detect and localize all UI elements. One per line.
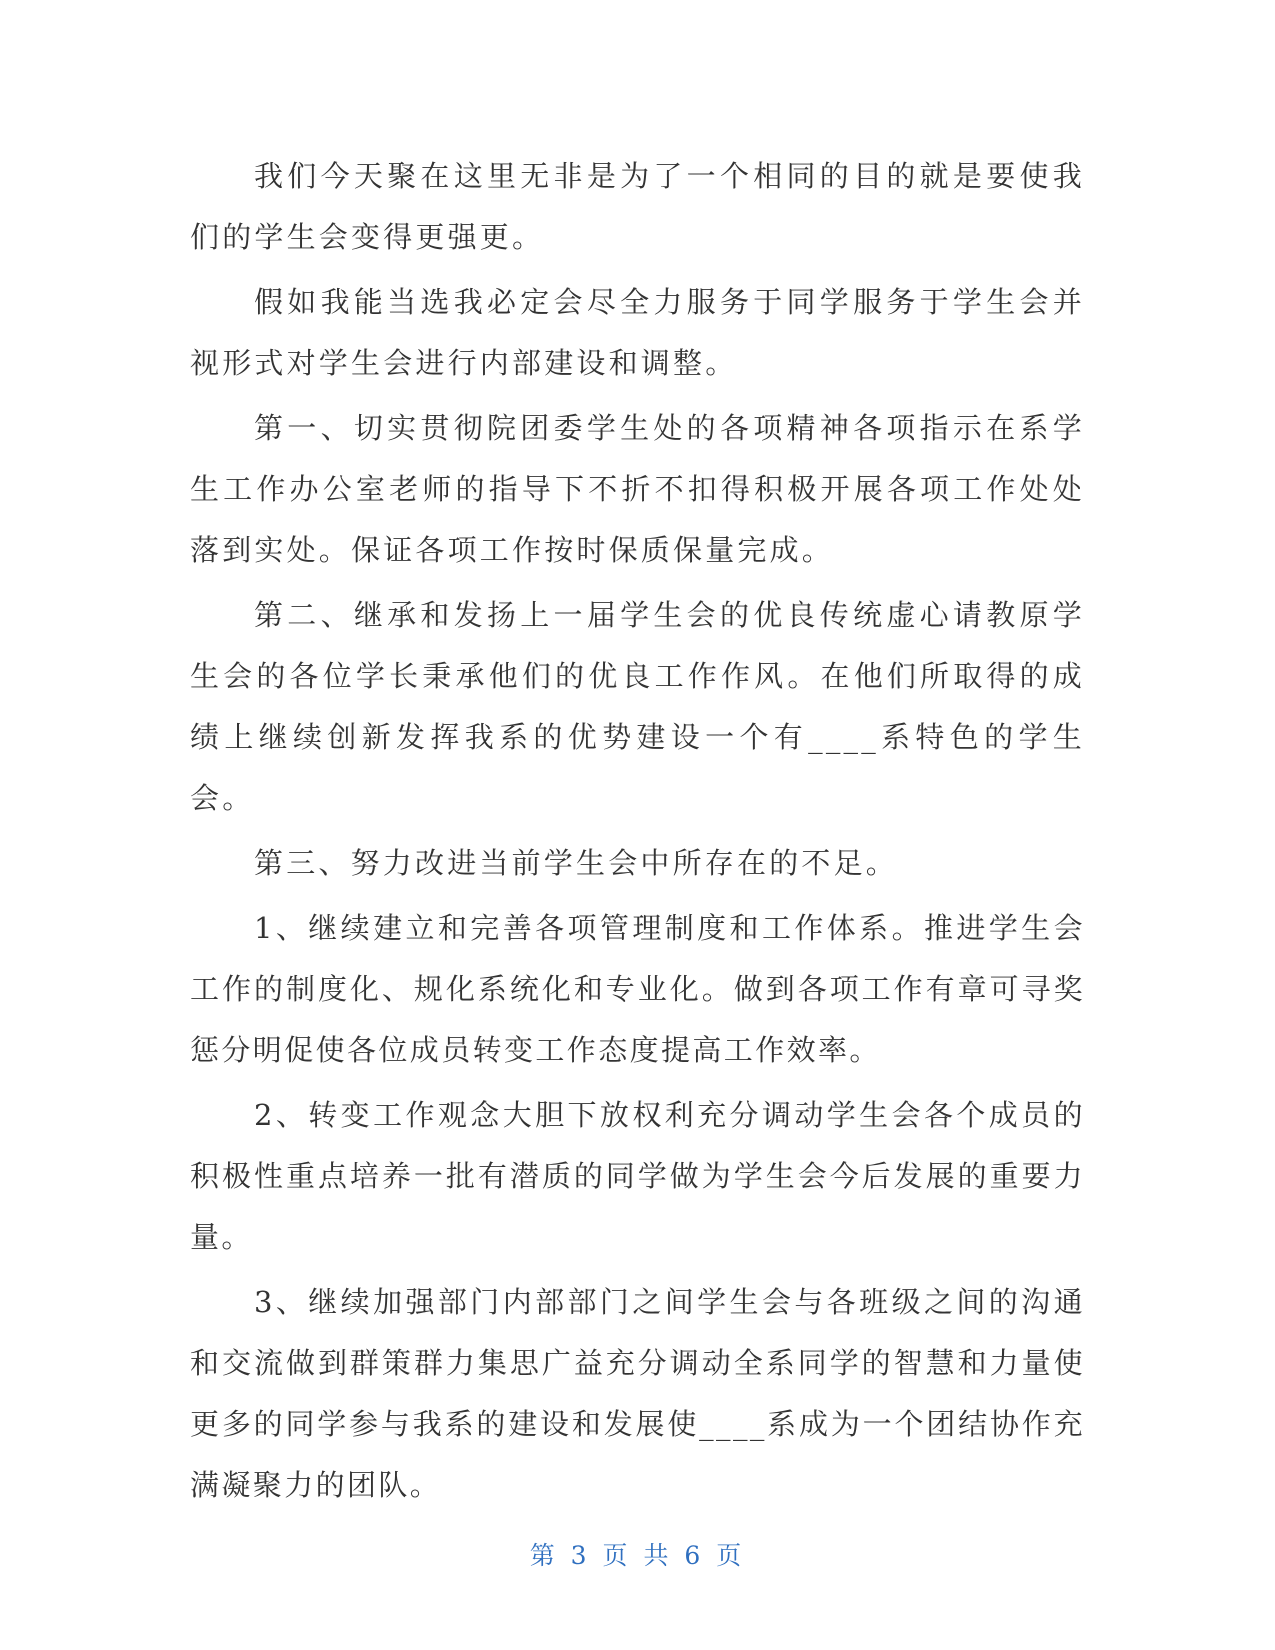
paragraph-6: 1、继续建立和完善各项管理制度和工作体系。推进学生会工作的制度化、规化系统化和专业化。做到各项工作有章可寻奖惩分明促使各位成员转变工作态度提高工作效率。 <box>190 911 1085 1067</box>
paragraph-2: 假如我能当选我必定会尽全力服务于同学服务于学生会并视形式对学生会进行内部建设和调整。 <box>190 285 1085 380</box>
page-footer: 第 3 页 共 6 页 <box>529 1541 746 1570</box>
paragraph-5: 第三、努力改进当前学生会中所存在的不足。 <box>254 846 899 880</box>
paragraph-4: 第二、继承和发扬上一届学生会的优良传统虚心请教原学生会的各位学长秉承他们的优良工作作风。在他们所取得的成绩上继续创新发挥我系的优势建设一个有____系特色的学生会。 <box>190 598 1085 815</box>
document-body <box>190 146 1085 1520</box>
paragraph-1: 我们今天聚在这里无非是为了一个相同的目的就是要使我们的学生会变得更强更。 <box>190 159 1085 254</box>
paragraph-7: 2、转变工作观念大胆下放权利充分调动学生会各个成员的积极性重点培养一批有潜质的同学做为学生会今后发展的重要力量。 <box>190 1098 1085 1254</box>
paragraph-3: 第一、切实贯彻院团委学生处的各项精神各项指示在系学生工作办公室老师的指导下不折不扣得积极开展各项工作处处落到实处。保证各项工作按时保质保量完成。 <box>190 411 1085 567</box>
paragraph-8: 3、继续加强部门内部部门之间学生会与各班级之间的沟通和交流做到群策群力集思广益充分调动全系同学的智慧和力量使更多的同学参与我系的建设和发展使____系成为一个团结协作充满凝聚力的团队。 <box>190 1285 1085 1502</box>
